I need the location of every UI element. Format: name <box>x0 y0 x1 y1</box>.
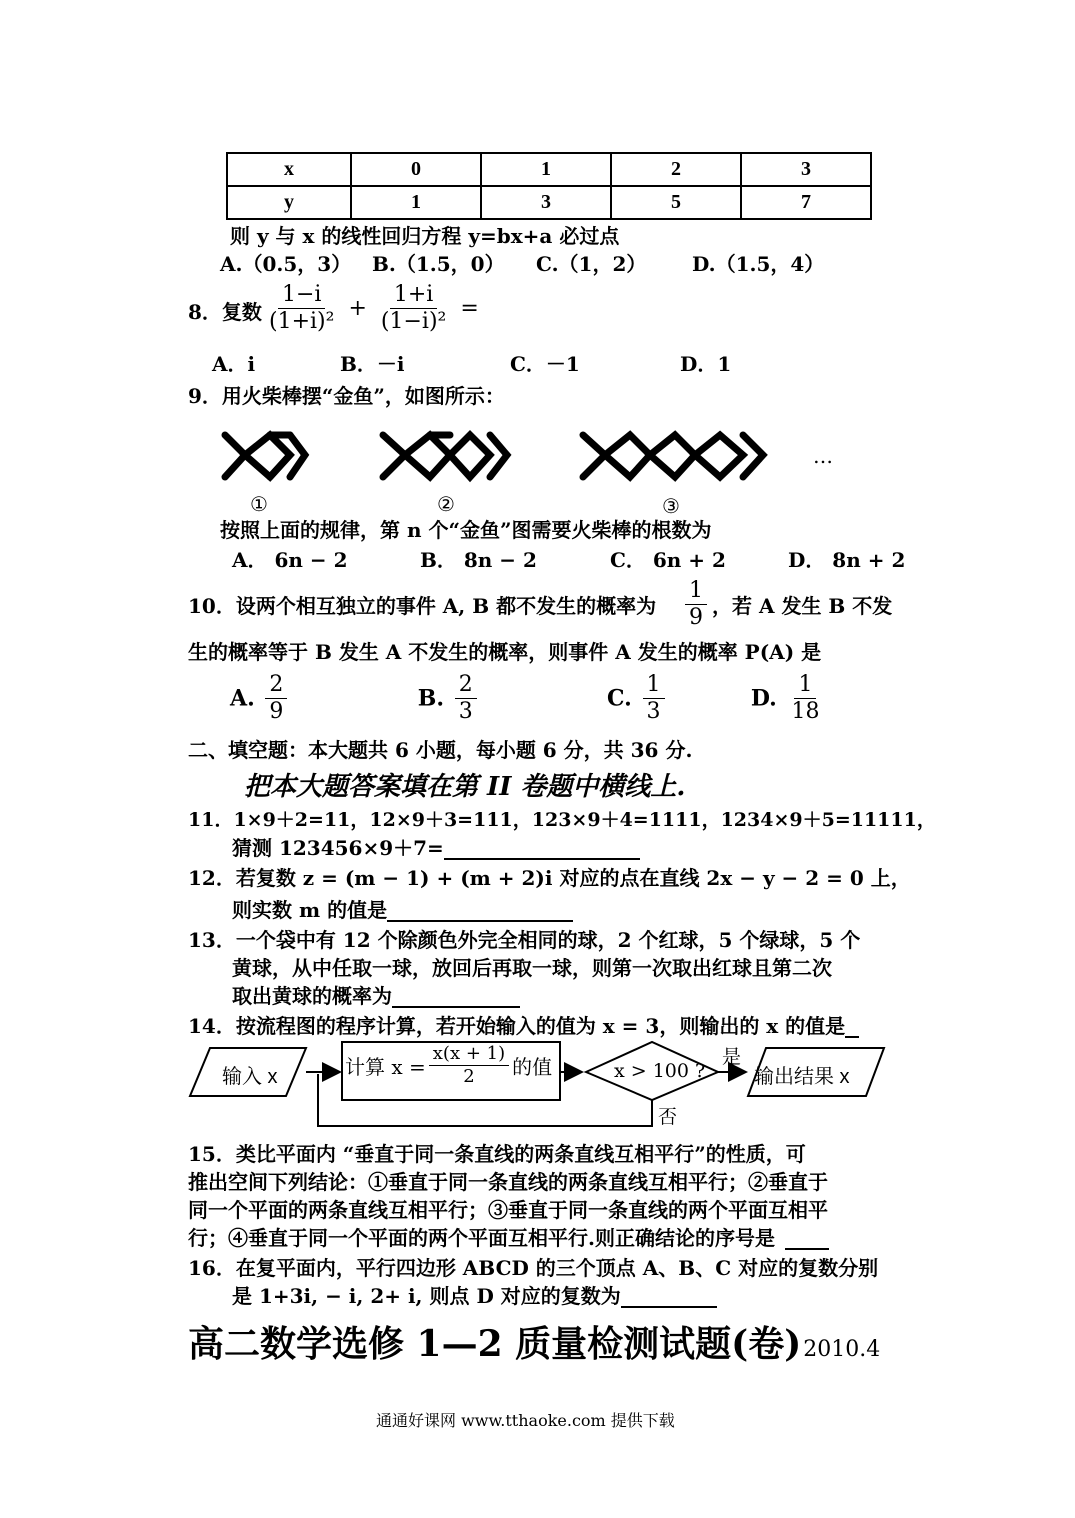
q9-option-c: C． 6n + 2 <box>610 548 726 572</box>
q10-line2: 生的概率等于 B 发生 A 不发生的概率，则事件 A 发生的概率 P(A) 是 <box>188 640 822 664</box>
q9-stem: 9．用火柴棒摆“金鱼”，如图所示： <box>188 384 505 408</box>
q10-option-c-frac <box>643 672 665 725</box>
q10-line1-end: ，若 A 发生 B 不发 <box>712 594 893 618</box>
q15-line4 <box>188 1226 829 1250</box>
q14-stem: 14．按流程图的程序计算，若开始输入的值为 x = 3，则输出的 x 的值是 <box>188 1014 846 1038</box>
table-cell: 3 <box>481 186 611 219</box>
q9-label-3: ③ <box>662 494 680 518</box>
goldfish-1 <box>225 435 305 477</box>
q13-answer-blank[interactable] <box>392 986 520 1008</box>
flow-yes-label: 是 <box>722 1046 742 1068</box>
q12-line1: 12．若复数 z = (m − 1) + (m + 2)i 对应的点在直线 2x − y − 2 = 0 上， <box>188 866 911 890</box>
q10-f-den: 9 <box>689 605 703 630</box>
site-footer: 通通好课网 www.tthaoke.com 提供下载 <box>376 1411 675 1430</box>
frac-num: 2 <box>455 672 477 699</box>
q15-answer-blank[interactable] <box>785 1228 829 1250</box>
q10-option-a-label: A. <box>230 685 255 712</box>
q9-option-a: A． 6n − 2 <box>232 548 348 572</box>
frac-num: 1 <box>643 672 665 699</box>
q11-line2 <box>232 836 640 860</box>
q14-answer-blank[interactable] <box>845 1016 859 1038</box>
q10-options <box>230 672 826 725</box>
table-row <box>227 153 871 186</box>
table-cell: 3 <box>741 153 871 186</box>
q10-option-a-frac <box>265 672 287 725</box>
goldfish-figure <box>215 415 815 500</box>
q10-line1: 10．设两个相互独立的事件 A, B 都不发生的概率为 <box>188 594 657 618</box>
q10-option-b-frac <box>455 672 477 725</box>
q10-fraction <box>685 578 707 631</box>
q8-plus: + <box>348 296 367 321</box>
q10-f-num: 1 <box>685 578 707 605</box>
q11-line1: 11．1×9＋2=11，12×9＋3=111，123×9＋4=1111，1234×9＋5=11111， <box>188 809 936 831</box>
q11-line2-text: 猜测 123456×9＋7= <box>232 836 444 860</box>
section2-title: 二、填空题：本大题共 6 小题，每小题 6 分，共 36 分. <box>188 738 693 762</box>
frac-den: 9 <box>269 699 284 724</box>
q10-option-b-label: B. <box>417 685 445 712</box>
q8-option-a: A．i <box>212 352 256 376</box>
q9-option-d: D． 8n + 2 <box>788 548 906 572</box>
table-row <box>227 186 871 219</box>
q8-option-b: B．－i <box>340 352 405 376</box>
q8-f2-den: (1−i)² <box>380 309 447 334</box>
frac-den: 3 <box>646 699 661 724</box>
q12-answer-blank[interactable] <box>387 900 573 922</box>
frac-num: 1 <box>794 672 816 699</box>
q8-label: 8．复数 <box>188 300 262 324</box>
q15-line1: 15．类比平面内 “垂直于同一条直线的两条直线互相平行”的性质，可 <box>188 1142 806 1166</box>
frac-den: 3 <box>458 699 473 724</box>
q15-line3: 同一个平面的两条直线互相平行；③垂直于同一条直线的两个平面互相平 <box>188 1198 828 1222</box>
q9-label-1: ① <box>250 492 268 516</box>
exam-date: 2010.4 <box>803 1337 881 1362</box>
q15-line4-text: 行；④垂直于同一个平面的两个平面互相平行.则正确结论的序号是 <box>188 1226 775 1250</box>
q7-option-d: D.（1.5，4） <box>692 252 825 276</box>
q9-ellipsis: … <box>813 444 833 468</box>
flow-input-label: 输入 x <box>222 1066 278 1088</box>
q8-fraction-2 <box>377 282 450 335</box>
q8-f2-num: 1+i <box>390 282 437 309</box>
flow-condition-label: x > 100 ? <box>614 1060 706 1082</box>
q16-line2-text: 是 1+3i, − i, 2+ i, 则点 D 对应的复数为 <box>232 1284 621 1308</box>
table-cell: 1 <box>351 186 481 219</box>
q10-option-d-frac <box>787 672 823 725</box>
table-cell: 7 <box>741 186 871 219</box>
goldfish-2 <box>383 435 507 477</box>
q8-option-d: D．1 <box>680 352 732 376</box>
exam-title-text: 高二数学选修 1—2 质量检测试题(卷) <box>188 1323 802 1365</box>
table-cell: 2 <box>611 153 741 186</box>
exam-title <box>188 1316 880 1367</box>
table-cell: y <box>227 186 351 219</box>
q8-fraction-1 <box>265 282 338 335</box>
table-cell: x <box>227 153 351 186</box>
q14-line <box>188 1014 859 1038</box>
data-table <box>226 152 872 220</box>
q8-equals: = <box>460 296 479 321</box>
q8-f1-den: (1+i)² <box>269 309 335 334</box>
q15-line2: 推出空间下列结论：①垂直于同一条直线的两条直线互相平行；②垂直于 <box>188 1170 828 1194</box>
q8-option-c: C．－1 <box>510 352 580 376</box>
flow-no-label: 否 <box>658 1106 678 1128</box>
frac-den: 18 <box>791 699 820 724</box>
q9-question: 按照上面的规律，第 n 个“金鱼”图需要火柴棒的根数为 <box>220 518 712 542</box>
q12-line2-text: 则实数 m 的值是 <box>232 898 388 922</box>
q12-line2 <box>232 898 573 922</box>
flow-calc-post: 的值 <box>512 1055 553 1079</box>
q13-line2: 黄球，从中任取一球，放回后再取一球，则第一次取出红球且第二次 <box>232 956 832 980</box>
q13-line1: 13．一个袋中有 12 个除颜色外完全相同的球，2 个红球，5 个绿球，5 个 <box>188 928 861 952</box>
q16-line2 <box>232 1284 717 1308</box>
q11-answer-blank[interactable] <box>444 838 640 860</box>
q16-line1: 16．在复平面内，平行四边形 ABCD 的三个顶点 A、B、C 对应的复数分别 <box>188 1256 879 1280</box>
q10-option-c-label: C. <box>607 685 632 712</box>
section2-note: 把本大题答案填在第 II 卷题中横线上. <box>244 772 686 802</box>
frac-num: 2 <box>265 672 287 699</box>
q7-stem: 则 y 与 x 的线性回归方程 y=bx+a 必过点 <box>230 224 620 248</box>
flow-calc-label <box>345 1043 552 1088</box>
flow-calc-frac <box>429 1043 509 1088</box>
q8-expression <box>262 282 479 335</box>
flow-calc-pre: 计算 x = <box>345 1055 426 1079</box>
frac-num: x(x + 1) <box>429 1043 509 1066</box>
table-cell: 0 <box>351 153 481 186</box>
q8-f1-num: 1−i <box>278 282 325 309</box>
q10-option-d-label: D. <box>750 685 777 712</box>
q13-line3 <box>232 984 520 1008</box>
flow-output-label: 输出结果 x <box>754 1066 850 1088</box>
q13-line3-text: 取出黄球的概率为 <box>232 984 392 1008</box>
q7-option-b: B.（1.5，0） <box>372 252 505 276</box>
q9-option-b: B． 8n − 2 <box>420 548 537 572</box>
q9-label-2: ② <box>437 492 455 516</box>
frac-den: 2 <box>463 1066 475 1087</box>
q16-answer-blank[interactable] <box>621 1286 717 1308</box>
q7-option-a: A.（0.5，3） <box>220 252 352 276</box>
goldfish-3 <box>583 435 763 477</box>
table-cell: 1 <box>481 153 611 186</box>
table-cell: 5 <box>611 186 741 219</box>
q7-option-c: C.（1，2） <box>536 252 647 276</box>
